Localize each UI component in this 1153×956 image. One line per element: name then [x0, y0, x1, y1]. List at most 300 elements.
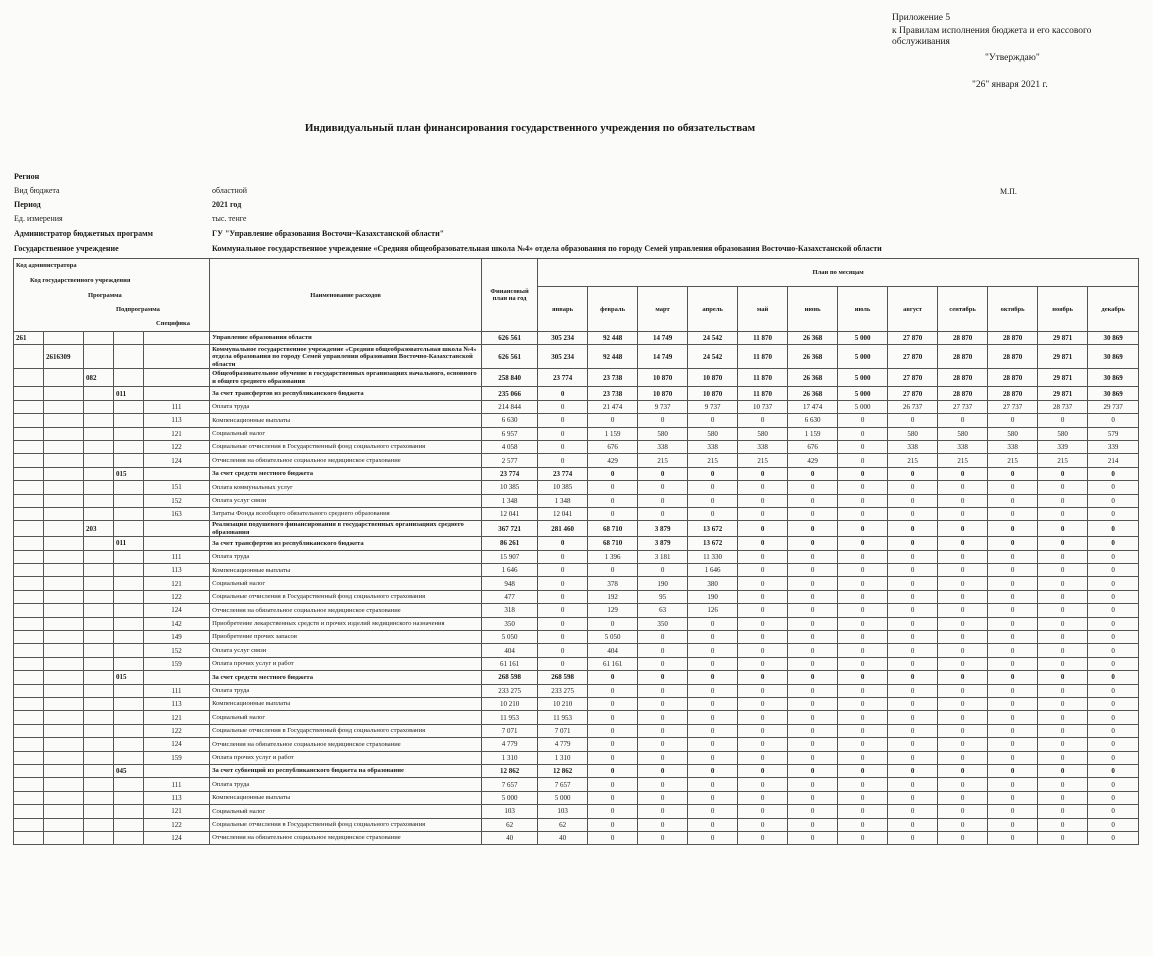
code-cell-2 [84, 751, 114, 764]
code-cell-2 [84, 657, 114, 670]
month-value-cell-6: 0 [838, 454, 888, 467]
table-row [14, 778, 1139, 791]
month-value-cell-6: 0 [838, 724, 888, 737]
month-value-cell-1: 0 [588, 778, 638, 791]
month-value-cell-1: 21 474 [588, 400, 638, 413]
month-value-cell-0: 10 210 [538, 697, 588, 710]
month-value-cell-9: 0 [988, 537, 1038, 550]
month-value-cell-11: 0 [1088, 764, 1139, 777]
month-header-5: июнь [788, 287, 838, 332]
code-cell-4: 111 [144, 778, 210, 791]
month-value-cell-1: 192 [588, 590, 638, 603]
month-value-cell-5: 0 [788, 778, 838, 791]
month-value-cell-4: 0 [738, 657, 788, 670]
code-cell-0 [14, 467, 44, 480]
month-value-cell-1: 68 710 [588, 537, 638, 550]
month-value-cell-11: 0 [1088, 414, 1139, 427]
month-value-cell-6: 5 000 [838, 387, 888, 400]
month-value-cell-7: 0 [888, 537, 938, 550]
month-value-cell-5: 0 [788, 564, 838, 577]
expense-name-cell: Приобретение прочих запасов [210, 631, 482, 644]
month-value-cell-9: 0 [988, 805, 1038, 818]
month-value-cell-8: 580 [938, 427, 988, 440]
month-value-cell-7: 0 [888, 751, 938, 764]
table-row [14, 791, 1139, 804]
month-value-cell-9: 0 [988, 764, 1038, 777]
month-value-cell-8: 0 [938, 564, 988, 577]
month-value-cell-7: 0 [888, 494, 938, 507]
month-value-cell-2: 0 [638, 724, 688, 737]
annual-plan-cell: 233 275 [482, 684, 538, 697]
month-value-cell-9: 28 870 [988, 332, 1038, 345]
plan-header: Финансовый план на год [482, 259, 538, 332]
code-cell-1 [44, 521, 84, 537]
month-value-cell-8: 0 [938, 724, 988, 737]
month-value-cell-2: 10 870 [638, 369, 688, 387]
code-cell-3 [114, 711, 144, 724]
month-value-cell-4: 0 [738, 521, 788, 537]
month-value-cell-6: 0 [838, 738, 888, 751]
month-value-cell-1: 129 [588, 604, 638, 617]
stamp-place-label: М.П. [1000, 187, 1017, 196]
month-value-cell-4: 0 [738, 764, 788, 777]
month-header-3: апрель [688, 287, 738, 332]
code-cell-1 [44, 604, 84, 617]
expense-name-cell: За счет средств местного бюджета [210, 671, 482, 684]
month-value-cell-7: 580 [888, 427, 938, 440]
month-value-cell-10: 0 [1038, 631, 1088, 644]
month-value-cell-0: 7 071 [538, 724, 588, 737]
month-value-cell-8: 0 [938, 467, 988, 480]
code-cell-1 [44, 564, 84, 577]
code-cell-2: 203 [84, 521, 114, 537]
code-cell-2 [84, 550, 114, 563]
month-value-cell-10: 0 [1038, 724, 1088, 737]
month-value-cell-6: 0 [838, 818, 888, 831]
month-value-cell-5: 0 [788, 537, 838, 550]
month-value-cell-2: 0 [638, 711, 688, 724]
month-value-cell-11: 0 [1088, 818, 1139, 831]
month-value-cell-2: 14 749 [638, 345, 688, 369]
expense-name-cell: Социальные отчисления в Государственный фонд социального страхования [210, 440, 482, 453]
annual-plan-cell: 7 071 [482, 724, 538, 737]
month-value-cell-4: 0 [738, 564, 788, 577]
month-value-cell-1: 1 396 [588, 550, 638, 563]
month-value-cell-1: 0 [588, 684, 638, 697]
month-value-cell-0: 0 [538, 414, 588, 427]
month-value-cell-3: 0 [688, 617, 738, 630]
unit-label: Ед. измерения [14, 214, 63, 223]
month-value-cell-11: 0 [1088, 684, 1139, 697]
code-cell-1 [44, 818, 84, 831]
month-value-cell-2: 3 181 [638, 550, 688, 563]
month-value-cell-3: 1 646 [688, 564, 738, 577]
annual-plan-cell: 6 957 [482, 427, 538, 440]
annual-plan-cell: 404 [482, 644, 538, 657]
month-value-cell-0: 0 [538, 577, 588, 590]
code-cell-0 [14, 454, 44, 467]
table-row [14, 764, 1139, 777]
month-value-cell-1: 68 710 [588, 521, 638, 537]
table-row [14, 345, 1139, 369]
code-cell-4: 113 [144, 791, 210, 804]
month-value-cell-1: 378 [588, 577, 638, 590]
month-value-cell-0: 0 [538, 387, 588, 400]
month-value-cell-8: 0 [938, 631, 988, 644]
month-value-cell-6: 0 [838, 590, 888, 603]
month-value-cell-11: 0 [1088, 494, 1139, 507]
month-value-cell-10: 215 [1038, 454, 1088, 467]
month-value-cell-4: 11 870 [738, 369, 788, 387]
month-value-cell-11: 0 [1088, 617, 1139, 630]
table-row [14, 454, 1139, 467]
expense-name-cell: Отчисления на обязательное социальное медицинское страхование [210, 604, 482, 617]
month-value-cell-11: 0 [1088, 550, 1139, 563]
month-value-cell-5: 0 [788, 831, 838, 844]
month-value-cell-0: 0 [538, 454, 588, 467]
month-value-cell-5: 0 [788, 657, 838, 670]
month-value-cell-7: 338 [888, 440, 938, 453]
code-cell-4: 151 [144, 481, 210, 494]
month-value-cell-3: 0 [688, 751, 738, 764]
code-cell-3 [114, 577, 144, 590]
month-value-cell-7: 0 [888, 684, 938, 697]
month-value-cell-5: 0 [788, 604, 838, 617]
code-cell-1 [44, 724, 84, 737]
month-value-cell-8: 0 [938, 671, 988, 684]
month-value-cell-5: 0 [788, 507, 838, 520]
code-institution-header: Код государственного учреждения [30, 277, 131, 284]
code-cell-0 [14, 604, 44, 617]
annual-plan-cell: 626 561 [482, 332, 538, 345]
code-cell-3 [114, 521, 144, 537]
month-value-cell-0: 23 774 [538, 467, 588, 480]
month-value-cell-4: 0 [738, 644, 788, 657]
annual-plan-cell: 15 907 [482, 550, 538, 563]
code-cell-4: 124 [144, 831, 210, 844]
month-value-cell-7: 0 [888, 764, 938, 777]
code-cell-0 [14, 671, 44, 684]
month-value-cell-11: 0 [1088, 577, 1139, 590]
code-cell-4: 142 [144, 617, 210, 630]
month-value-cell-1: 23 738 [588, 369, 638, 387]
month-value-cell-4: 0 [738, 671, 788, 684]
month-value-cell-9: 338 [988, 440, 1038, 453]
code-cell-4: 124 [144, 454, 210, 467]
month-value-cell-3: 13 672 [688, 521, 738, 537]
code-cell-1 [44, 387, 84, 400]
month-value-cell-11: 579 [1088, 427, 1139, 440]
annual-plan-cell: 6 630 [482, 414, 538, 427]
month-value-cell-10: 339 [1038, 440, 1088, 453]
month-value-cell-3: 0 [688, 738, 738, 751]
code-cell-0 [14, 564, 44, 577]
code-cell-1 [44, 644, 84, 657]
annual-plan-cell: 40 [482, 831, 538, 844]
approval-date: "26" января 2021 г. [972, 80, 1048, 90]
code-cell-0 [14, 481, 44, 494]
month-value-cell-0: 281 460 [538, 521, 588, 537]
month-value-cell-0: 40 [538, 831, 588, 844]
month-value-cell-0: 0 [538, 590, 588, 603]
month-value-cell-9: 0 [988, 791, 1038, 804]
month-value-cell-10: 0 [1038, 684, 1088, 697]
month-value-cell-0: 0 [538, 537, 588, 550]
month-value-cell-2: 0 [638, 494, 688, 507]
month-value-cell-11: 0 [1088, 711, 1139, 724]
code-cell-1 [44, 414, 84, 427]
annual-plan-cell: 86 261 [482, 537, 538, 550]
month-value-cell-5: 6 630 [788, 414, 838, 427]
code-cell-1 [44, 494, 84, 507]
code-cell-4: 121 [144, 427, 210, 440]
expense-name-cell: Оплата коммунальных услуг [210, 481, 482, 494]
table-row [14, 577, 1139, 590]
month-value-cell-5: 26 368 [788, 345, 838, 369]
code-cell-1 [44, 537, 84, 550]
month-value-cell-11: 0 [1088, 521, 1139, 537]
expense-name-cell: Управление образования области [210, 332, 482, 345]
month-value-cell-9: 28 870 [988, 387, 1038, 400]
month-value-cell-0: 4 779 [538, 738, 588, 751]
code-cell-4: 124 [144, 738, 210, 751]
code-cell-0 [14, 697, 44, 710]
code-cell-3: 015 [114, 671, 144, 684]
month-value-cell-0: 0 [538, 617, 588, 630]
annual-plan-cell: 350 [482, 617, 538, 630]
code-specific-header: Специфика [156, 320, 190, 327]
month-value-cell-10: 0 [1038, 671, 1088, 684]
month-value-cell-3: 580 [688, 427, 738, 440]
month-value-cell-4: 0 [738, 684, 788, 697]
month-value-cell-9: 0 [988, 644, 1038, 657]
code-cell-0 [14, 724, 44, 737]
month-value-cell-8: 0 [938, 657, 988, 670]
code-cell-2 [84, 577, 114, 590]
code-cell-2 [84, 644, 114, 657]
month-value-cell-5: 0 [788, 764, 838, 777]
code-cell-3 [114, 778, 144, 791]
code-cell-1 [44, 657, 84, 670]
annual-plan-cell: 235 066 [482, 387, 538, 400]
month-value-cell-8: 0 [938, 778, 988, 791]
month-value-cell-8: 0 [938, 481, 988, 494]
annual-plan-cell: 7 657 [482, 778, 538, 791]
code-cell-2 [84, 481, 114, 494]
month-value-cell-1: 92 448 [588, 332, 638, 345]
month-value-cell-6: 0 [838, 805, 888, 818]
expense-name-cell: Компенсационные выплаты [210, 414, 482, 427]
month-value-cell-10: 0 [1038, 537, 1088, 550]
month-value-cell-5: 0 [788, 671, 838, 684]
month-value-cell-8: 0 [938, 818, 988, 831]
month-value-cell-11: 0 [1088, 507, 1139, 520]
month-value-cell-4: 0 [738, 590, 788, 603]
code-cell-3 [114, 332, 144, 345]
month-value-cell-2: 0 [638, 697, 688, 710]
month-value-cell-6: 0 [838, 831, 888, 844]
month-value-cell-5: 0 [788, 577, 838, 590]
code-cell-2 [84, 778, 114, 791]
month-value-cell-10: 0 [1038, 711, 1088, 724]
month-value-cell-11: 30 869 [1088, 387, 1139, 400]
code-cell-3 [114, 791, 144, 804]
code-cell-3 [114, 831, 144, 844]
month-value-cell-3: 338 [688, 440, 738, 453]
month-value-cell-8: 0 [938, 577, 988, 590]
month-value-cell-5: 26 368 [788, 387, 838, 400]
month-value-cell-6: 0 [838, 604, 888, 617]
month-value-cell-10: 0 [1038, 764, 1088, 777]
table-row [14, 657, 1139, 670]
month-value-cell-5: 0 [788, 738, 838, 751]
code-cell-3 [114, 631, 144, 644]
code-cell-4 [144, 387, 210, 400]
month-value-cell-7: 0 [888, 521, 938, 537]
month-value-cell-9: 0 [988, 550, 1038, 563]
code-cell-1 [44, 751, 84, 764]
code-cell-2 [84, 467, 114, 480]
code-cell-0 [14, 521, 44, 537]
month-value-cell-8: 0 [938, 684, 988, 697]
code-cell-1 [44, 440, 84, 453]
month-value-cell-11: 0 [1088, 805, 1139, 818]
month-value-cell-6: 5 000 [838, 332, 888, 345]
month-value-cell-7: 26 737 [888, 400, 938, 413]
month-value-cell-8: 0 [938, 521, 988, 537]
code-cell-4: 122 [144, 590, 210, 603]
month-value-cell-7: 0 [888, 564, 938, 577]
month-value-cell-6: 0 [838, 564, 888, 577]
code-cell-0 [14, 644, 44, 657]
month-value-cell-9: 0 [988, 590, 1038, 603]
month-value-cell-7: 0 [888, 791, 938, 804]
name-header: Наименование расходов [210, 259, 482, 332]
month-value-cell-7: 0 [888, 604, 938, 617]
month-value-cell-0: 0 [538, 604, 588, 617]
expense-name-cell: Приобретение лекарственных средств и прочих изделий медицинского назначения [210, 617, 482, 630]
month-value-cell-6: 5 000 [838, 400, 888, 413]
month-value-cell-1: 0 [588, 738, 638, 751]
month-value-cell-0: 1 348 [538, 494, 588, 507]
month-value-cell-4: 0 [738, 818, 788, 831]
code-cell-3 [114, 724, 144, 737]
month-value-cell-3: 0 [688, 697, 738, 710]
code-cell-4 [144, 467, 210, 480]
code-cell-3 [114, 481, 144, 494]
month-value-cell-2: 0 [638, 631, 688, 644]
month-value-cell-3: 190 [688, 590, 738, 603]
code-cell-1 [44, 697, 84, 710]
month-value-cell-4: 0 [738, 507, 788, 520]
month-value-cell-6: 0 [838, 414, 888, 427]
month-value-cell-6: 0 [838, 481, 888, 494]
month-value-cell-1: 404 [588, 644, 638, 657]
month-value-cell-8: 28 870 [938, 369, 988, 387]
code-cell-2 [84, 805, 114, 818]
month-value-cell-11: 0 [1088, 467, 1139, 480]
month-value-cell-0: 305 234 [538, 345, 588, 369]
table-row [14, 467, 1139, 480]
month-value-cell-7: 0 [888, 577, 938, 590]
month-value-cell-8: 0 [938, 764, 988, 777]
code-cell-3 [114, 751, 144, 764]
month-value-cell-10: 0 [1038, 507, 1088, 520]
month-value-cell-10: 29 871 [1038, 345, 1088, 369]
code-cell-0 [14, 657, 44, 670]
month-value-cell-0: 0 [538, 440, 588, 453]
month-value-cell-9: 0 [988, 751, 1038, 764]
month-value-cell-2: 350 [638, 617, 688, 630]
month-value-cell-0: 0 [538, 644, 588, 657]
month-value-cell-7: 0 [888, 805, 938, 818]
expense-name-cell: Оплата прочих услуг и работ [210, 751, 482, 764]
month-value-cell-7: 0 [888, 590, 938, 603]
code-cell-0: 261 [14, 332, 44, 345]
expense-name-cell: Оплата услуг связи [210, 494, 482, 507]
code-cell-3 [114, 805, 144, 818]
expense-name-cell: Компенсационные выплаты [210, 791, 482, 804]
expense-name-cell: Оплата услуг связи [210, 644, 482, 657]
month-value-cell-11: 0 [1088, 697, 1139, 710]
code-cell-0 [14, 684, 44, 697]
month-value-cell-0: 233 275 [538, 684, 588, 697]
month-value-cell-6: 0 [838, 697, 888, 710]
region-label: Регион [14, 172, 40, 181]
month-value-cell-9: 0 [988, 494, 1038, 507]
month-value-cell-5: 0 [788, 697, 838, 710]
table-row [14, 440, 1139, 453]
month-value-cell-1: 0 [588, 831, 638, 844]
month-value-cell-3: 9 737 [688, 400, 738, 413]
code-cell-0 [14, 631, 44, 644]
code-cell-2 [84, 537, 114, 550]
code-cell-3 [114, 345, 144, 369]
month-value-cell-6: 0 [838, 751, 888, 764]
month-value-cell-2: 0 [638, 751, 688, 764]
code-cell-1 [44, 369, 84, 387]
month-value-cell-4: 580 [738, 427, 788, 440]
month-value-cell-3: 0 [688, 671, 738, 684]
month-value-cell-9: 0 [988, 778, 1038, 791]
code-cell-3 [114, 697, 144, 710]
month-value-cell-11: 30 869 [1088, 332, 1139, 345]
code-cell-3 [114, 507, 144, 520]
month-value-cell-8: 0 [938, 617, 988, 630]
month-value-cell-11: 0 [1088, 791, 1139, 804]
annual-plan-cell: 103 [482, 805, 538, 818]
table-row [14, 697, 1139, 710]
unit-value: тыс. тенге [212, 214, 247, 223]
table-row [14, 507, 1139, 520]
code-cell-1 [44, 617, 84, 630]
institution-label: Государственное учреждение [14, 244, 119, 253]
month-value-cell-8: 215 [938, 454, 988, 467]
code-cell-3 [114, 684, 144, 697]
month-value-cell-11: 0 [1088, 751, 1139, 764]
month-value-cell-3: 0 [688, 684, 738, 697]
month-value-cell-1: 0 [588, 414, 638, 427]
month-value-cell-7: 0 [888, 507, 938, 520]
month-value-cell-9: 28 870 [988, 345, 1038, 369]
code-cell-3 [114, 369, 144, 387]
code-cell-0 [14, 440, 44, 453]
month-value-cell-5: 17 474 [788, 400, 838, 413]
month-value-cell-4: 0 [738, 414, 788, 427]
month-value-cell-2: 63 [638, 604, 688, 617]
month-value-cell-5: 0 [788, 521, 838, 537]
month-value-cell-0: 12 041 [538, 507, 588, 520]
